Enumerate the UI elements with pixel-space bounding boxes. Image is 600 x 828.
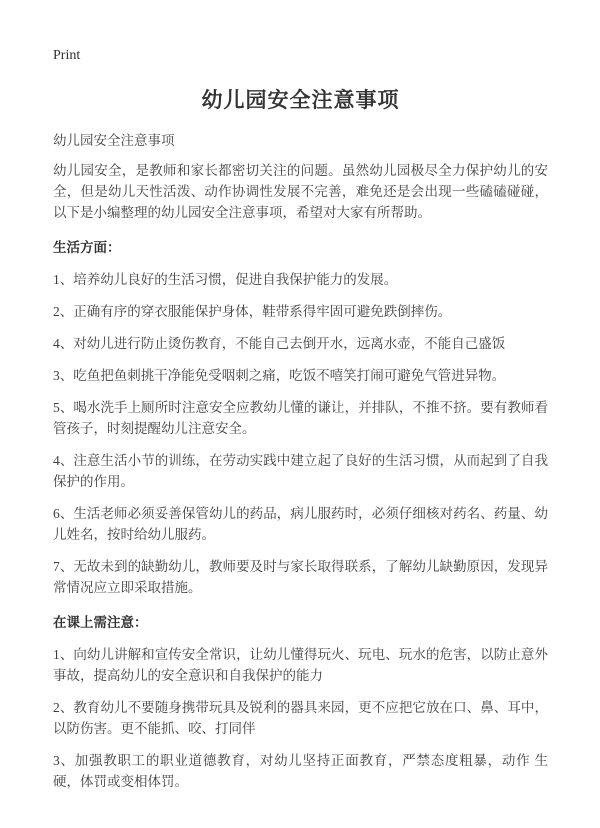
intro-paragraph: 幼儿园安全，是教师和家长都密切关注的问题。虽然幼儿园极尽全力保护幼儿的安全，但是幼儿天性活泼、动作协调性发展不完善，难免还是会出现一些磕磕碰碰，以下是小编整理的幼儿园安全注意事项，希望对大家有所帮助。 xyxy=(53,163,548,220)
safety-item: 4、对幼儿进行防止烫伤教育，不能自己去倒开水，远离水壶，不能自己盛饭 xyxy=(53,336,506,351)
safety-item: 6、生活老师必须妥善保管幼儿的药品，病儿服药时，必须仔细核对药名、药量、幼儿姓名，按时给幼儿服药。 xyxy=(53,506,548,542)
safety-item: 4、注意生活小节的训练，在劳动实践中建立起了良好的生活习惯，从而起到了自我保护的作用。 xyxy=(53,453,548,489)
page-title: 幼儿园安全注意事项 xyxy=(201,88,400,112)
safety-item: 1、向幼儿讲解和宣传安全常识，让幼儿懂得玩火、玩电、玩水的危害，以防止意外事故，提高幼儿的安全意识和自我保护的能力 xyxy=(53,647,548,683)
safety-item: 1、培养幼儿良好的生活习惯，促进自我保护能力的发展。 xyxy=(53,272,398,287)
section-heading-in-class: 在课上需注意： xyxy=(53,615,148,630)
section-heading-daily-life: 生活方面： xyxy=(53,240,121,255)
safety-item: 3、加强教职工的职业道德教育，对幼儿坚持正面教育，严禁态度粗暴，动作 生硬，体罚或变相体罚。 xyxy=(53,753,548,789)
safety-item: 2、教育幼儿不要随身携带玩具及锐利的器具来园，更不应把它放在口、鼻、耳中，以防伤害。更不能抓、咬、打同伴 xyxy=(53,700,548,736)
document-subtitle: 幼儿园安全注意事项 xyxy=(53,133,175,148)
safety-item: 3、吃鱼把鱼刺挑干净能免受咽刺之痛，吃饭不嘻笑打闹可避免气管进异物。 xyxy=(53,368,506,383)
safety-item: 2、正确有序的穿衣服能保护身体，鞋带系得牢固可避免跌倒摔伤。 xyxy=(53,304,452,319)
safety-item: 7、无故未到的缺勤幼儿，教师要及时与家长取得联系，了解幼儿缺勤原因，发现异常情况应立即采取措施。 xyxy=(53,559,548,595)
print-link[interactable]: Print xyxy=(53,48,81,63)
safety-item: 5、喝水洗手上厕所时注意安全应教幼儿懂的谦让，并排队，不推不挤。要有教师看管孩子，时刻提醒幼儿注意安全。 xyxy=(53,400,548,436)
